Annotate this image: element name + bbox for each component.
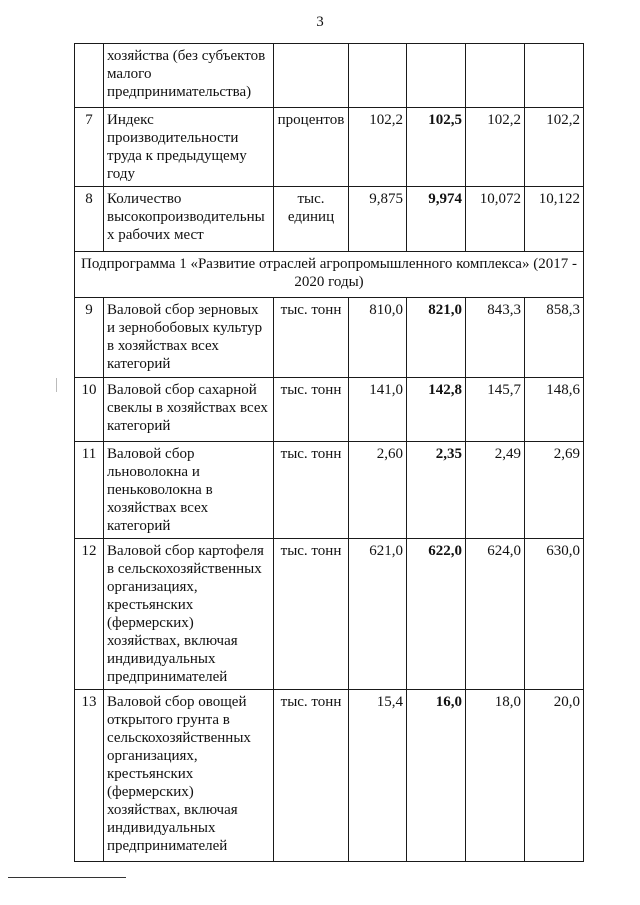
value-cell: 10,072 <box>466 187 525 252</box>
table-row <box>75 187 584 252</box>
value-cell: 843,3 <box>466 298 525 378</box>
indicator-name-cell: Индекс производительности труда к предыдущему году <box>104 108 274 187</box>
value-cell: 2,60 <box>349 442 407 539</box>
value-cell <box>525 44 584 108</box>
value-cell: 858,3 <box>525 298 584 378</box>
section-title: Подпрограмма 1 «Развитие отраслей агропромышленного комплекса» (2017 - 2020 годы) <box>75 252 584 298</box>
table-row <box>75 442 584 539</box>
value-cell: 2,49 <box>466 442 525 539</box>
indicator-name-cell: хозяйства (без субъектов малого предпринимательства) <box>104 44 274 108</box>
row-number-cell: 11 <box>75 442 104 539</box>
row-number-cell: 9 <box>75 298 104 378</box>
unit-cell: тыс. единиц <box>274 187 349 252</box>
value-cell: 810,0 <box>349 298 407 378</box>
value-cell: 10,122 <box>525 187 584 252</box>
section-row <box>75 252 584 298</box>
value-cell-bold: 142,8 <box>407 378 466 442</box>
value-cell-bold: 16,0 <box>407 690 466 862</box>
row-number-cell: 13 <box>75 690 104 862</box>
value-cell: 624,0 <box>466 539 525 690</box>
value-cell: 2,69 <box>525 442 584 539</box>
value-cell: 15,4 <box>349 690 407 862</box>
unit-cell: тыс. тонн <box>274 442 349 539</box>
indicator-name-cell: Валовой сбор овощей открытого грунта в сельскохозяйственных организациях, крестьянских (фермерских) хозяйствах, включая индивидуальных предпринимателей <box>104 690 274 862</box>
unit-cell: тыс. тонн <box>274 690 349 862</box>
value-cell: 18,0 <box>466 690 525 862</box>
value-cell-bold: 9,974 <box>407 187 466 252</box>
indicators-table <box>74 43 584 862</box>
table-row <box>75 108 584 187</box>
value-cell-bold: 622,0 <box>407 539 466 690</box>
value-cell: 630,0 <box>525 539 584 690</box>
value-cell <box>349 44 407 108</box>
unit-cell: тыс. тонн <box>274 298 349 378</box>
value-cell: 621,0 <box>349 539 407 690</box>
value-cell <box>407 44 466 108</box>
row-number-cell: 10 <box>75 378 104 442</box>
value-cell <box>466 44 525 108</box>
value-cell: 102,2 <box>525 108 584 187</box>
value-cell: 102,2 <box>466 108 525 187</box>
unit-cell: тыс. тонн <box>274 539 349 690</box>
value-cell-bold: 821,0 <box>407 298 466 378</box>
table-row-continued <box>75 44 584 108</box>
value-cell: 148,6 <box>525 378 584 442</box>
unit-cell: процентов <box>274 108 349 187</box>
table-row <box>75 539 584 690</box>
value-cell-bold: 2,35 <box>407 442 466 539</box>
indicator-name-cell: Количество высокопроизводительны х рабочих мест <box>104 187 274 252</box>
unit-cell: тыс. тонн <box>274 378 349 442</box>
row-number-cell: 7 <box>75 108 104 187</box>
indicator-name-cell: Валовой сбор картофеля в сельскохозяйственных организациях, крестьянских (фермерских) хозяйствах, включая индивидуальных предпринимателей <box>104 539 274 690</box>
value-cell: 9,875 <box>349 187 407 252</box>
indicator-name-cell: Валовой сбор зерновых и зернобобовых культур в хозяйствах всех категорий <box>104 298 274 378</box>
table-row <box>75 690 584 862</box>
value-cell: 145,7 <box>466 378 525 442</box>
row-number-cell: 12 <box>75 539 104 690</box>
row-number-cell: 8 <box>75 187 104 252</box>
row-number-cell <box>75 44 104 108</box>
table-row <box>75 378 584 442</box>
indicator-name-cell: Валовой сбор льноволокна и пеньковолокна в хозяйствах всех категорий <box>104 442 274 539</box>
indicator-name-cell: Валовой сбор сахарной свеклы в хозяйствах всех категорий <box>104 378 274 442</box>
scan-margin-mark <box>56 378 57 392</box>
unit-cell <box>274 44 349 108</box>
footnote-divider <box>8 877 126 878</box>
value-cell: 102,2 <box>349 108 407 187</box>
page-number: 3 <box>316 14 324 30</box>
table-row <box>75 298 584 378</box>
value-cell: 20,0 <box>525 690 584 862</box>
value-cell-bold: 102,5 <box>407 108 466 187</box>
value-cell: 141,0 <box>349 378 407 442</box>
